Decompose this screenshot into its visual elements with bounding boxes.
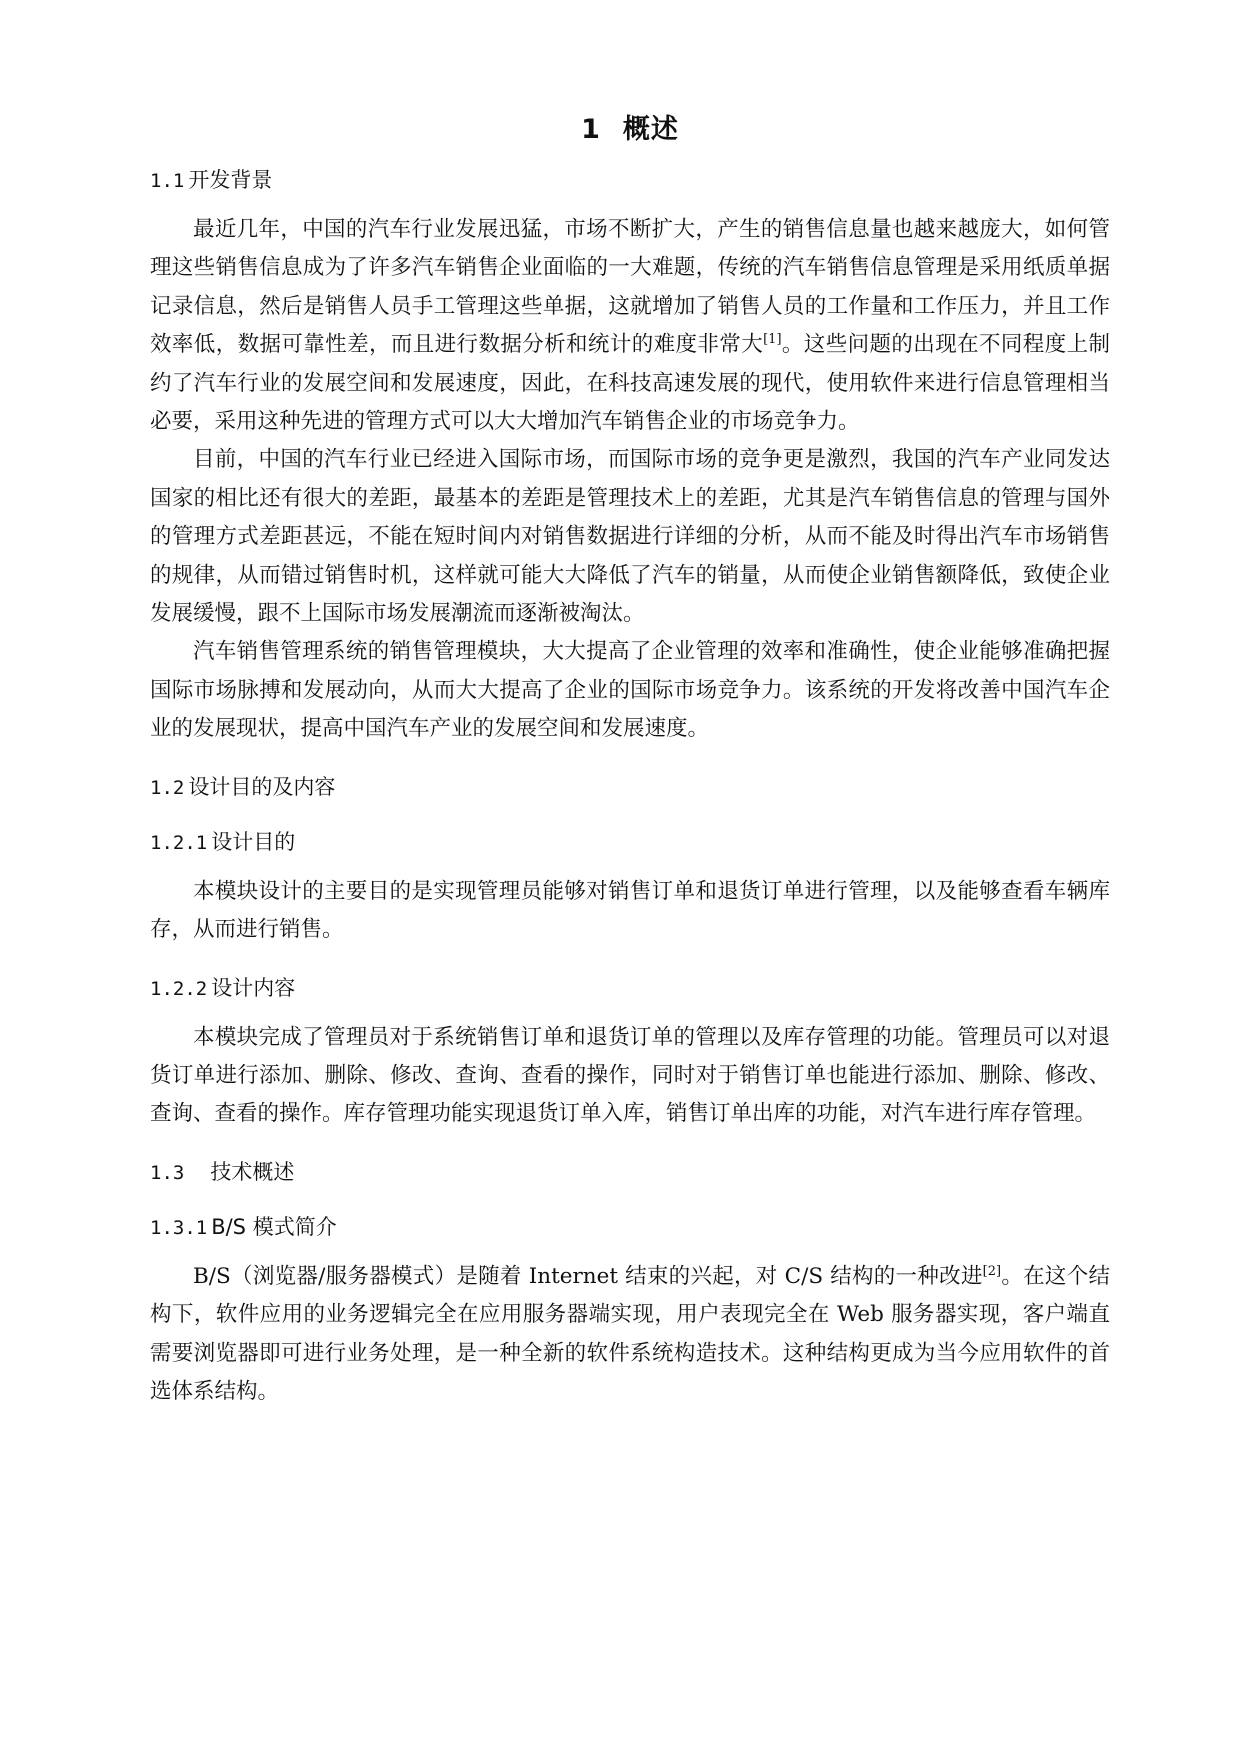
section-title: 设计目的 (211, 829, 296, 854)
paragraph-1-1-1 (150, 211, 1110, 441)
paragraph-1-2-1: 本模块设计的主要目的是实现管理员能够对销售订单和退货订单进行管理，以及能够查看车辆库存，从而进行销售。 (150, 878, 1110, 943)
paragraph-text: 。这些问题的出现在不同程度上制约了汽车行业的发展空间和发展速度，因此，在科技高速发展的现代，使用软件来进行信息管理相当必要，采用这种先进的管理方式可以大大增加汽车销售企业的市场竞争力。 (150, 332, 1110, 435)
section-title: B/S 模式简介 (211, 1214, 337, 1239)
section-heading-1-3 (150, 1156, 1110, 1189)
chapter-number: 1 (581, 114, 601, 145)
citation-1: [1] (763, 332, 782, 348)
section-title: 开发背景 (188, 168, 273, 192)
document-page (150, 110, 1110, 1411)
section-number: 1.3 (150, 1161, 185, 1184)
paragraph-1-2-2: 本模块完成了管理员对于系统销售订单和退货订单的管理以及库存管理的功能。管理员可以对退货订单进行添加、删除、修改、查询、查看的操作，同时对于销售订单也能进行添加、删除、修改、查询、查看的操作。库存管理功能实现退货订单入库，销售订单出库的功能，对汽车进行库存管理。 (150, 1024, 1110, 1127)
section-number: 1.1 (150, 170, 185, 192)
section-title: 设计目的及内容 (188, 774, 336, 799)
paragraph-1-3-1 (150, 1258, 1110, 1412)
section-number: 1.2.2 (150, 977, 208, 1000)
paragraph-text: 最近几年，中国的汽车行业发展迅猛，市场不断扩大，产生的销售信息量也越来越庞大，如何管理这些销售信息成为了许多汽车销售企业面临的一大难题，传统的汽车销售信息管理是采用纸质单据记录信息，然后是销售人员手工管理这些单据，这就增加了销售人员的工作量和工作压力，并且工作效率低，数据可靠性差，而且进行数据分析和统计的难度非常大 (150, 217, 1110, 358)
section-heading-1-2-2 (150, 972, 1110, 1005)
section-heading-1-2-1 (150, 826, 1110, 859)
chapter-title-text: 概述 (622, 114, 679, 145)
section-title: 设计内容 (211, 975, 296, 1000)
section-heading-1-2 (150, 771, 1110, 804)
section-heading-1-3-1 (150, 1211, 1110, 1244)
paragraph-text: 。在这个结构下，软件应用的业务逻辑完全在应用服务器端实现，用户表现完全在 Web 服务器实现，客户端直需要浏览器即可进行业务处理，是一种全新的软件系统构造技术。这种结构更成为当今应用软件的首选体系结构。 (150, 1263, 1110, 1404)
section-number: 1.3.1 (150, 1216, 208, 1239)
chapter-title (150, 110, 1110, 150)
paragraph-1-1-3: 汽车销售管理系统的销售管理模块，大大提高了企业管理的效率和准确性，使企业能够准确把握国际市场脉搏和发展动向，从而大大提高了企业的国际市场竞争力。该系统的开发将改善中国汽车企业的发展现状，提高中国汽车产业的发展空间和发展速度。 (150, 639, 1110, 742)
paragraph-text: B/S（浏览器/服务器模式）是随着 Internet 结束的兴起，对 C/S 结构的一种改进 (193, 1263, 983, 1289)
paragraph-1-1-2: 目前，中国的汽车行业已经进入国际市场，而国际市场的竞争更是激烈，我国的汽车产业同发达国家的相比还有很大的差距，最基本的差距是管理技术上的差距，尤其是汽车销售信息的管理与国外的管理方式差距甚远，不能在短时间内对销售数据进行详细的分析，从而不能及时得出汽车市场销售的规律，从而错过销售时机，这样就可能大大降低了汽车的销量，从而使企业销售额降低，致使企业发展缓慢，跟不上国际市场发展潮流而逐渐被淘汰。 (150, 447, 1110, 627)
section-heading-1-1 (150, 164, 1110, 197)
citation-2: [2] (982, 1263, 1002, 1279)
section-number: 1.2.1 (150, 831, 208, 854)
section-title: 技术概述 (210, 1159, 295, 1184)
section-number: 1.2 (150, 776, 185, 799)
